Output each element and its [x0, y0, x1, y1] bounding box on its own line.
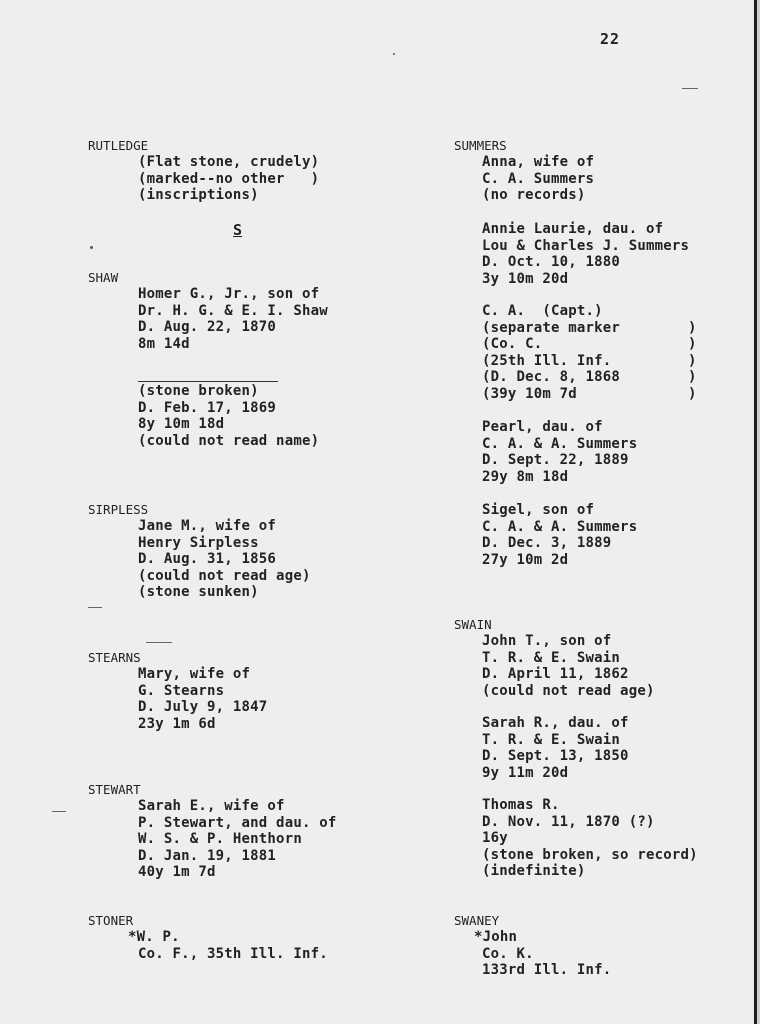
scan-speck: [90, 246, 93, 249]
entry-stoner: [88, 913, 388, 962]
entry-summers-sigel: [454, 502, 754, 568]
record-line: (39y 10m 7d: [482, 385, 577, 402]
entry-shaw: [88, 270, 388, 352]
name-blank-line: [138, 381, 278, 382]
record-line: T. R. & E. Swain: [482, 731, 621, 748]
record-line: D. Feb. 17, 1869: [138, 399, 277, 416]
surname: STEWART: [88, 782, 141, 797]
record-line: 40y 1m 7d: [138, 864, 216, 880]
record-line: 9y 11m 20d: [482, 764, 569, 781]
record-line: Pearl, dau. of: [482, 419, 603, 435]
record-line: P. Stewart, and dau. of: [138, 814, 337, 831]
surname: STEARNS: [88, 650, 141, 665]
record-line: 3y 10m 20d: [482, 270, 569, 287]
surname: SWAIN: [454, 617, 492, 632]
record-line: D. Dec. 3, 1889: [482, 535, 612, 551]
record-line: D. Sept. 13, 1850: [482, 748, 629, 764]
record-line: (stone broken, so record): [482, 846, 698, 863]
entry-summers-pearl: [454, 419, 754, 485]
entry-summers-ca: [454, 303, 754, 402]
record-line: *John: [474, 929, 518, 945]
record-line: (could not read age): [482, 682, 655, 699]
page-number: 22: [600, 30, 621, 48]
record-line: Mary, wife of: [138, 666, 251, 682]
record-line: (separate marker: [482, 319, 621, 336]
record-line: C. A. & A. Summers: [482, 435, 638, 452]
closing-parentheses: ) ) ) ) ): [688, 319, 697, 402]
record-line: Anna, wife of: [482, 154, 595, 170]
record-line: D. Oct. 10, 1880: [482, 254, 621, 270]
record-line: Dr. H. G. & E. I. Shaw: [138, 302, 328, 319]
record-line: (indefinite): [482, 863, 586, 879]
record-line: Sarah E., wife of: [138, 798, 285, 814]
record-line: Homer G., Jr., son of: [138, 286, 320, 302]
record-line: (Co. C.: [482, 336, 543, 352]
record-line: (D. Dec. 8, 1868: [482, 369, 621, 385]
surname: SHAW: [88, 270, 119, 285]
record-line: D. Aug. 31, 1856: [138, 551, 277, 567]
record-line: W. S. & P. Henthorn: [138, 831, 302, 847]
record-line: *W. P.: [128, 929, 180, 945]
record-line: Sarah R., dau. of: [482, 715, 629, 731]
record-line: 16y: [482, 830, 508, 846]
record-line: (could not read age): [138, 567, 311, 584]
record-line: 23y 1m 6d: [138, 715, 216, 732]
record-line: Annie Laurie, dau. of: [482, 221, 664, 237]
scan-mark: [88, 607, 102, 608]
entry-swain: [454, 617, 754, 699]
inscription-line: (Flat stone, crudely): [138, 154, 320, 170]
entry-sirpless: [88, 502, 388, 601]
record-line: (25th Ill. Inf.: [482, 352, 612, 369]
record-line: Thomas R.: [482, 797, 560, 813]
entry-stearns: [88, 650, 388, 732]
record-line: D. Jan. 19, 1881: [138, 847, 277, 864]
record-line: C. A. (Capt.): [482, 303, 603, 319]
record-line: Sigel, son of: [482, 502, 595, 518]
record-line: 133rd Ill. Inf.: [482, 962, 612, 978]
entry-shaw-unnamed: [88, 383, 388, 449]
record-line: (stone broken): [138, 383, 259, 399]
record-line: G. Stearns: [138, 682, 225, 699]
inscription-line: (marked--no other ): [138, 170, 320, 187]
scan-mark: [682, 88, 698, 89]
record-line: C. A. & A. Summers: [482, 518, 638, 535]
scan-speck: [393, 53, 395, 55]
record-line: T. R. & E. Swain: [482, 649, 621, 666]
record-line: Co. K.: [482, 945, 534, 962]
entry-summers-annie: [454, 221, 754, 287]
record-line: D. Sept. 22, 1889: [482, 452, 629, 468]
scan-mark: [146, 642, 172, 643]
surname: SWANEY: [454, 913, 500, 928]
record-line: Lou & Charles J. Summers: [482, 237, 690, 254]
record-line: 29y 8m 18d: [482, 468, 569, 485]
record-line: C. A. Summers: [482, 170, 595, 187]
surname: SUMMERS: [454, 138, 507, 153]
record-line: (no records): [482, 187, 586, 203]
record-line: Jane M., wife of: [138, 518, 277, 534]
surname: RUTLEDGE: [88, 138, 149, 153]
record-line: 8y 10m 18d: [138, 416, 225, 432]
inscription-line: (inscriptions): [138, 187, 259, 203]
scan-mark: [52, 811, 66, 812]
record-line: 8m 14d: [138, 335, 190, 352]
entry-rutledge: [88, 138, 388, 204]
entry-swain-sarah: [454, 715, 754, 781]
entry-swain-thomas: [454, 797, 754, 880]
entry-stewart: [88, 782, 388, 881]
surname: SIRPLESS: [88, 502, 149, 517]
record-line: D. April 11, 1862: [482, 666, 629, 682]
surname: STONER: [88, 913, 134, 928]
entry-summers: [454, 138, 754, 204]
record-line: (stone sunken): [138, 584, 259, 600]
section-letter: S: [233, 221, 243, 239]
record-line: Henry Sirpless: [138, 534, 259, 551]
entry-swaney: [454, 913, 754, 979]
record-line: 27y 10m 2d: [482, 551, 569, 568]
record-line: D. Aug. 22, 1870: [138, 319, 277, 335]
record-line: (could not read name): [138, 432, 320, 449]
record-line: John T., son of: [482, 633, 612, 649]
record-line: Co. F., 35th Ill. Inf.: [138, 945, 328, 962]
record-line: D. July 9, 1847: [138, 699, 268, 715]
record-line: D. Nov. 11, 1870 (?): [482, 813, 655, 830]
